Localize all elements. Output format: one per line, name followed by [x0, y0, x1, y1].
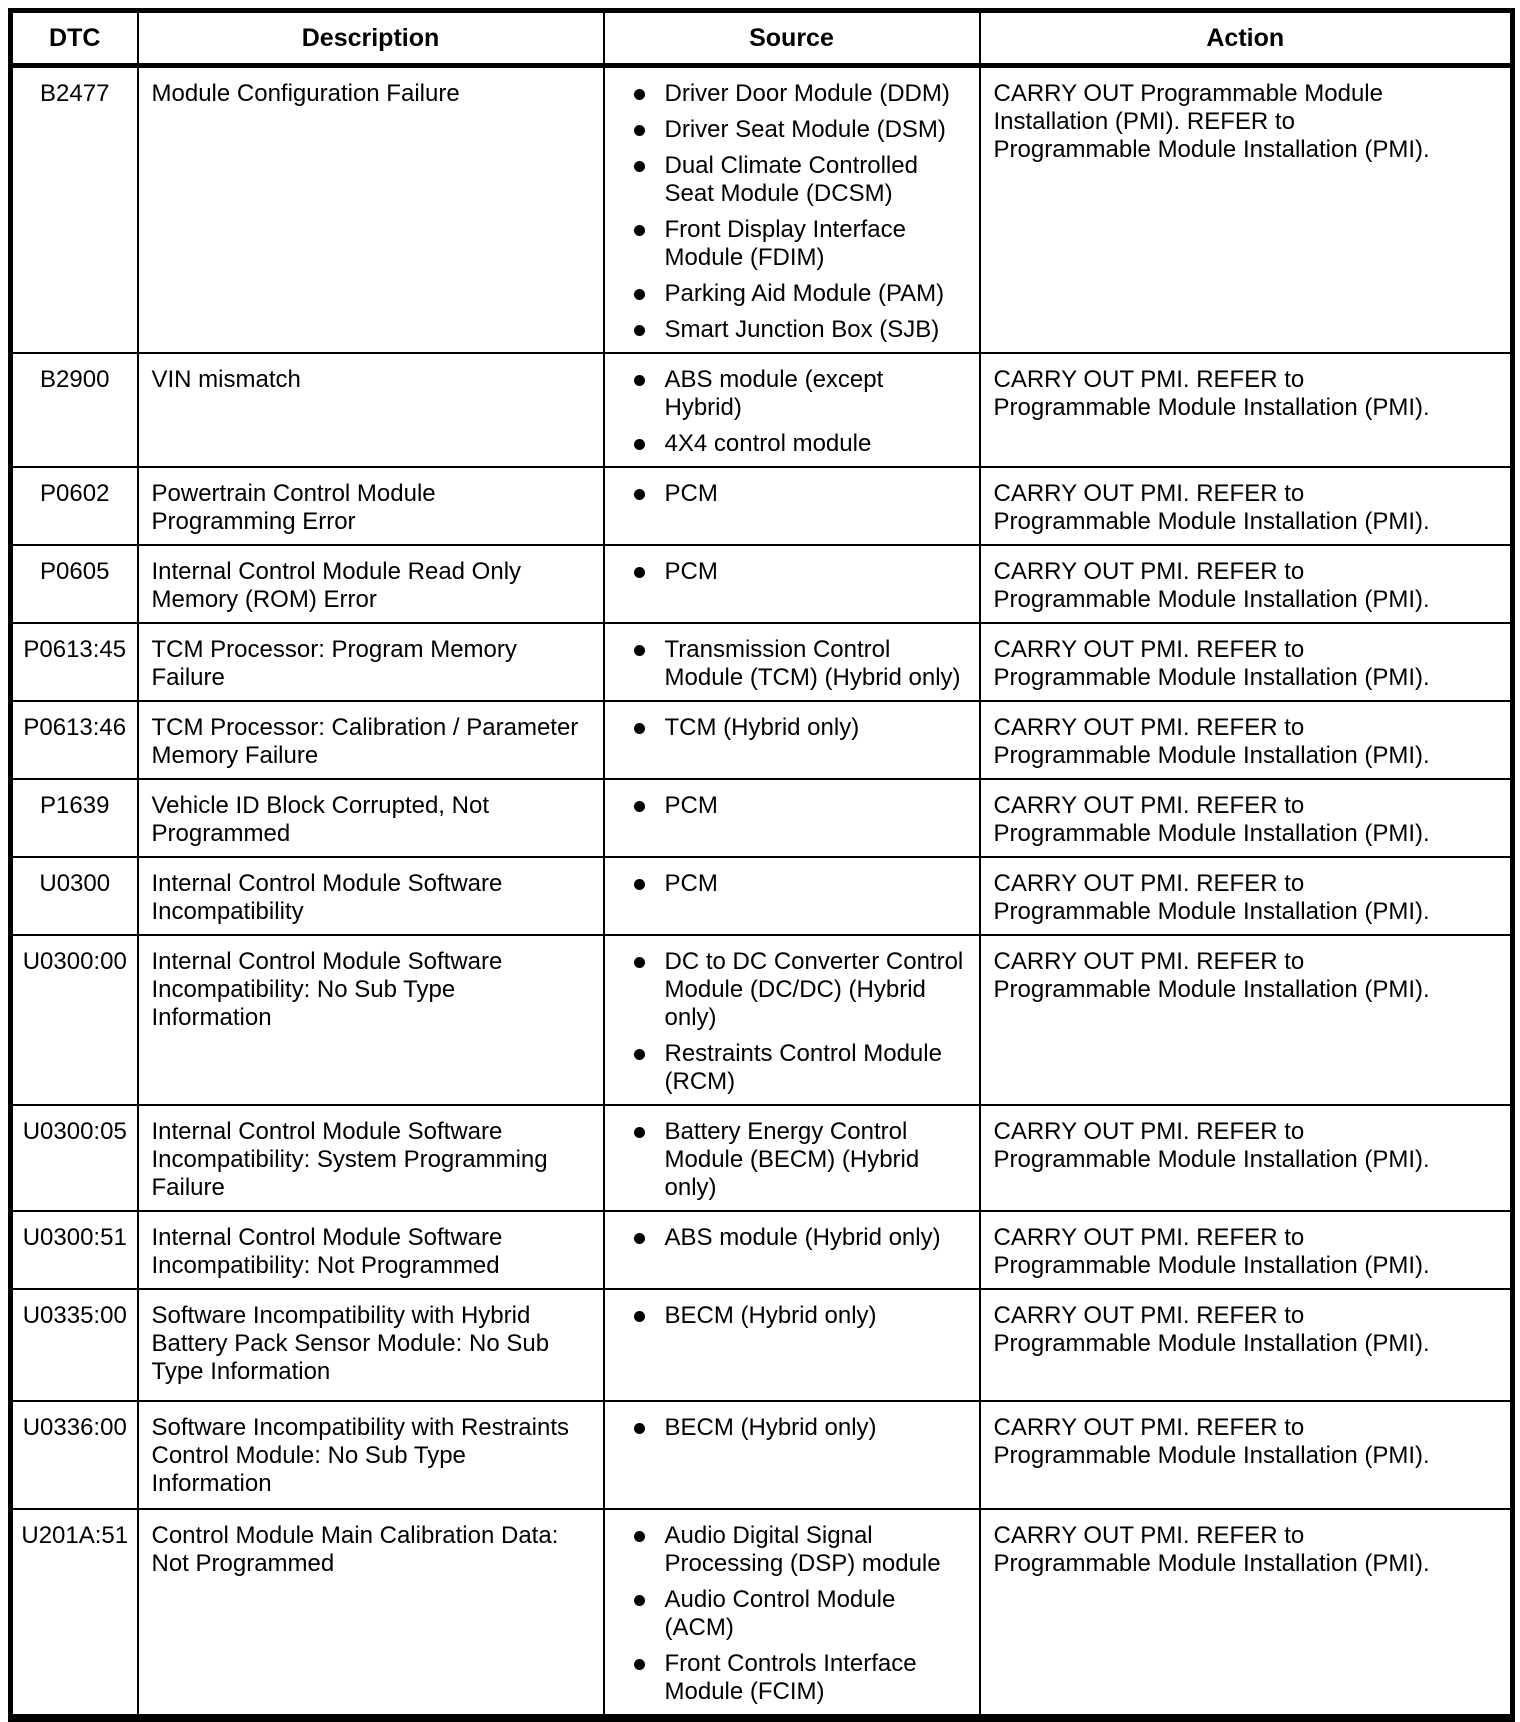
dtc-code: U0300:05	[11, 1105, 138, 1211]
description-text: Internal Control Module Software Incompatibility: Not Programmed	[151, 1224, 503, 1279]
description-text: Control Module Main Calibration Data: Not Programmed	[151, 1522, 559, 1577]
source-list	[605, 558, 971, 586]
source-list	[605, 480, 971, 508]
column-header-action: Action	[980, 11, 1513, 66]
source-list	[605, 870, 971, 898]
action-text: CARRY OUT PMI. REFER to Programmable Module Installation (PMI).	[993, 1414, 1430, 1469]
table-row	[11, 1401, 1513, 1509]
action-text: CARRY OUT PMI. REFER to Programmable Module Installation (PMI).	[993, 636, 1430, 691]
source-item: Parking Aid Module (PAM)	[665, 280, 965, 308]
table-row	[11, 701, 1513, 779]
table-row	[11, 353, 1513, 467]
table-row	[11, 1211, 1513, 1289]
column-header-source: Source	[604, 11, 980, 66]
source-list	[605, 1522, 971, 1706]
column-header-description: Description	[138, 11, 604, 66]
source-item: DC to DC Converter Control Module (DC/DC) (Hybrid only)	[664, 948, 964, 1031]
description-text: Internal Control Module Software Incompatibility	[151, 870, 503, 925]
description-text: TCM Processor: Calibration / Parameter Memory Failure	[151, 714, 579, 769]
action-text: CARRY OUT PMI. REFER to Programmable Module Installation (PMI).	[993, 870, 1430, 925]
source-list	[605, 1224, 971, 1252]
action-text: CARRY OUT PMI. REFER to Programmable Module Installation (PMI).	[993, 1302, 1430, 1357]
source-item: TCM (Hybrid only)	[665, 714, 965, 742]
source-item: Restraints Control Module (RCM)	[665, 1040, 965, 1096]
source-list	[605, 792, 971, 820]
source-item: Front Display Interface Module (FDIM)	[665, 216, 965, 272]
action-text: CARRY OUT PMI. REFER to Programmable Module Installation (PMI).	[993, 480, 1430, 535]
source-list	[605, 366, 971, 458]
dtc-code: U201A:51	[11, 1509, 138, 1718]
source-item: Dual Climate Controlled Seat Module (DCSM)	[665, 152, 965, 208]
source-list	[605, 636, 971, 692]
table-row	[11, 1289, 1513, 1401]
description-text: Internal Control Module Software Incompatibility: No Sub Type Information	[151, 948, 503, 1031]
table-row	[11, 935, 1513, 1105]
dtc-code: P0602	[11, 467, 138, 545]
description-text: Module Configuration Failure	[151, 80, 460, 107]
source-item: ABS module (except Hybrid)	[665, 366, 965, 422]
action-text: CARRY OUT PMI. REFER to Programmable Module Installation (PMI).	[993, 948, 1430, 1003]
source-item: Battery Energy Control Module (BECM) (Hybrid only)	[665, 1118, 965, 1202]
dtc-code: U0300:51	[11, 1211, 138, 1289]
dtc-code: B2900	[11, 353, 138, 467]
source-item: ABS module (Hybrid only)	[665, 1224, 965, 1252]
source-item: PCM	[665, 870, 965, 898]
dtc-code: U0336:00	[11, 1401, 138, 1509]
dtc-code: U0335:00	[11, 1289, 138, 1401]
document-page	[8, 8, 1510, 1705]
dtc-code: B2477	[11, 66, 138, 354]
source-item: Driver Door Module (DDM)	[665, 80, 965, 108]
action-text: CARRY OUT PMI. REFER to Programmable Module Installation (PMI).	[993, 1522, 1430, 1577]
action-text: CARRY OUT PMI. REFER to Programmable Module Installation (PMI).	[993, 792, 1430, 847]
action-text: CARRY OUT PMI. REFER to Programmable Module Installation (PMI).	[993, 366, 1430, 421]
source-item: Smart Junction Box (SJB)	[665, 316, 965, 344]
description-text: Internal Control Module Read Only Memory (ROM) Error	[151, 558, 522, 613]
source-item: 4X4 control module	[665, 430, 965, 458]
source-item: PCM	[665, 480, 965, 508]
source-item: BECM (Hybrid only)	[665, 1302, 965, 1330]
source-list	[605, 1414, 971, 1442]
action-text: CARRY OUT PMI. REFER to Programmable Module Installation (PMI).	[993, 558, 1430, 613]
description-text: TCM Processor: Program Memory Failure	[151, 636, 517, 691]
source-item: BECM (Hybrid only)	[665, 1414, 965, 1442]
table-row	[11, 779, 1513, 857]
description-text: VIN mismatch	[151, 366, 301, 393]
source-item: PCM	[665, 558, 965, 586]
action-text: CARRY OUT PMI. REFER to Programmable Module Installation (PMI).	[993, 1224, 1430, 1279]
source-item: Front Controls Interface Module (FCIM)	[665, 1650, 965, 1706]
table-row	[11, 1105, 1513, 1211]
source-item: Transmission Control Module (TCM) (Hybrid only)	[665, 636, 965, 692]
dtc-code: P0605	[11, 545, 138, 623]
description-text: Internal Control Module Software Incompatibility: System Programming Failure	[151, 1118, 548, 1201]
source-list	[605, 714, 971, 742]
dtc-code: P0613:46	[11, 701, 138, 779]
column-header-dtc: DTC	[11, 11, 138, 66]
source-item: PCM	[665, 792, 965, 820]
description-text: Vehicle ID Block Corrupted, Not Programmed	[151, 792, 489, 847]
source-list	[605, 1118, 971, 1202]
table-row	[11, 623, 1513, 701]
description-text: Software Incompatibility with Restraints Control Module: No Sub Type Information	[151, 1414, 569, 1497]
action-text: CARRY OUT PMI. REFER to Programmable Module Installation (PMI).	[993, 1118, 1430, 1173]
action-text: CARRY OUT PMI. REFER to Programmable Module Installation (PMI).	[993, 714, 1430, 769]
dtc-code: U0300:00	[11, 935, 138, 1105]
source-item: Driver Seat Module (DSM)	[665, 116, 965, 144]
table-row	[11, 467, 1513, 545]
source-list	[605, 80, 971, 344]
source-list	[605, 1302, 971, 1330]
dtc-code: U0300	[11, 857, 138, 935]
table-row	[11, 857, 1513, 935]
description-text: Powertrain Control Module Programming Error	[151, 480, 436, 535]
dtc-code: P0613:45	[11, 623, 138, 701]
source-item: Audio Digital Signal Processing (DSP) module	[665, 1522, 965, 1578]
dtc-code: P1639	[11, 779, 138, 857]
header-row	[11, 11, 1513, 66]
dtc-table	[8, 8, 1515, 1722]
table-row	[11, 66, 1513, 354]
source-list	[605, 948, 971, 1096]
table-row	[11, 1509, 1513, 1718]
action-text: CARRY OUT Programmable Module Installation (PMI). REFER to Programmable Module Installation (PMI).	[993, 80, 1430, 163]
table-row	[11, 545, 1513, 623]
description-text: Software Incompatibility with Hybrid Battery Pack Sensor Module: No Sub Type Information	[151, 1302, 550, 1385]
source-item: Audio Control Module (ACM)	[665, 1586, 965, 1642]
